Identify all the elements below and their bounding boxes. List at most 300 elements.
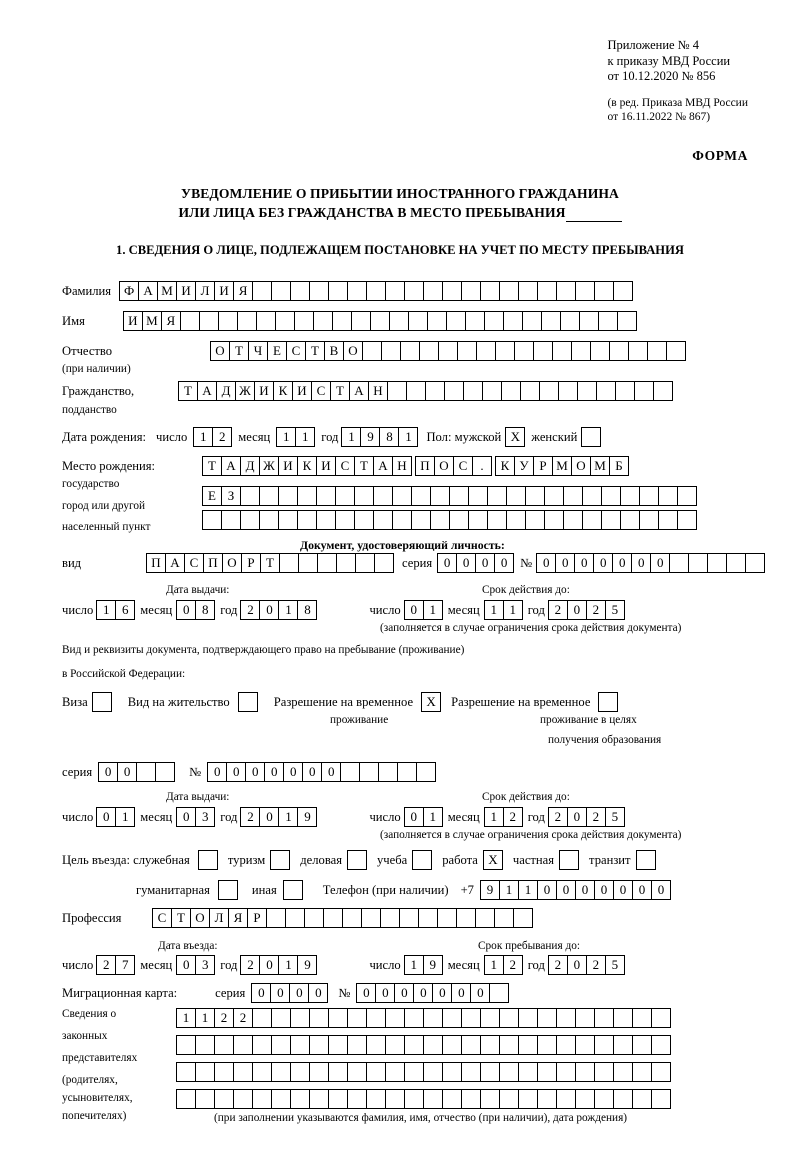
cell[interactable]: 2	[586, 807, 606, 827]
cell[interactable]	[514, 341, 534, 361]
cell[interactable]	[347, 1089, 367, 1109]
cell[interactable]	[575, 1089, 595, 1109]
cell[interactable]	[594, 1089, 614, 1109]
cell[interactable]	[596, 381, 616, 401]
cell[interactable]: 2	[240, 807, 260, 827]
cell[interactable]: 8	[379, 427, 399, 447]
cell[interactable]	[444, 381, 464, 401]
cell[interactable]	[427, 311, 447, 331]
cell[interactable]: И	[176, 281, 196, 301]
cell[interactable]	[506, 510, 526, 530]
cell[interactable]	[373, 486, 393, 506]
cell[interactable]	[361, 908, 381, 928]
cell[interactable]	[499, 1008, 519, 1028]
stay-valid-day-cells[interactable]	[404, 807, 443, 827]
cell[interactable]	[259, 510, 279, 530]
cell[interactable]: Т	[178, 381, 198, 401]
doc-issue-year-cells[interactable]	[240, 600, 317, 620]
cell[interactable]: 0	[264, 762, 284, 782]
cell[interactable]	[304, 908, 324, 928]
cell[interactable]: 0	[432, 983, 452, 1003]
purpose-work-checkbox[interactable]: X	[483, 850, 503, 870]
cell[interactable]	[594, 1062, 614, 1082]
cell[interactable]	[404, 1008, 424, 1028]
cell[interactable]: 1	[503, 600, 523, 620]
cell[interactable]	[328, 1089, 348, 1109]
cell[interactable]	[494, 908, 514, 928]
cell[interactable]	[495, 341, 515, 361]
cell[interactable]: 0	[567, 600, 587, 620]
cell[interactable]	[294, 311, 314, 331]
cell[interactable]: Е	[267, 341, 287, 361]
cell[interactable]	[520, 381, 540, 401]
purpose-private-checkbox[interactable]	[559, 850, 579, 870]
cell[interactable]	[366, 1062, 386, 1082]
cell[interactable]	[195, 1089, 215, 1109]
cell[interactable]: 9	[297, 807, 317, 827]
cell[interactable]	[461, 1035, 481, 1055]
cell[interactable]	[423, 1035, 443, 1055]
cell[interactable]: И	[214, 281, 234, 301]
cell[interactable]: И	[292, 381, 312, 401]
cell[interactable]	[560, 311, 580, 331]
cell[interactable]	[418, 908, 438, 928]
cell[interactable]: Д	[216, 381, 236, 401]
cell[interactable]	[214, 1062, 234, 1082]
cell[interactable]	[537, 281, 557, 301]
cell[interactable]: 0	[207, 762, 227, 782]
cell[interactable]	[385, 1089, 405, 1109]
cell[interactable]: В	[324, 341, 344, 361]
cell[interactable]	[601, 510, 621, 530]
cell[interactable]: 1	[484, 955, 504, 975]
cell[interactable]	[252, 1089, 272, 1109]
cell[interactable]: А	[349, 381, 369, 401]
cell[interactable]	[533, 341, 553, 361]
cell[interactable]	[518, 1035, 538, 1055]
cell[interactable]: 0	[413, 983, 433, 1003]
cell[interactable]	[176, 1035, 196, 1055]
cell[interactable]	[233, 1089, 253, 1109]
cell[interactable]: 1	[276, 427, 296, 447]
cell[interactable]	[392, 486, 412, 506]
cell[interactable]	[374, 553, 394, 573]
cell[interactable]: Р	[241, 553, 261, 573]
cell[interactable]	[423, 1062, 443, 1082]
cell[interactable]: 0	[475, 553, 495, 573]
cell[interactable]: 8	[297, 600, 317, 620]
cell[interactable]	[290, 281, 310, 301]
cell[interactable]: 0	[594, 880, 614, 900]
cell[interactable]	[487, 510, 507, 530]
stay-to-year-cells[interactable]	[548, 955, 625, 975]
cell[interactable]: 0	[98, 762, 118, 782]
cell[interactable]	[256, 311, 276, 331]
cell[interactable]: 0	[404, 600, 424, 620]
stay-valid-year-cells[interactable]	[548, 807, 625, 827]
cell[interactable]: Т	[229, 341, 249, 361]
cell[interactable]: М	[157, 281, 177, 301]
cell[interactable]	[355, 553, 375, 573]
cell[interactable]: 6	[115, 600, 135, 620]
cell[interactable]: Т	[202, 456, 222, 476]
stay-issue-day-cells[interactable]	[96, 807, 135, 827]
birth-place-settlement-type-cells[interactable]	[415, 456, 492, 476]
stay-issue-month-cells[interactable]	[176, 807, 215, 827]
cell[interactable]: 0	[394, 983, 414, 1003]
cell[interactable]: 1	[193, 427, 213, 447]
cell[interactable]	[202, 510, 222, 530]
cell[interactable]: 0	[451, 983, 471, 1003]
cell[interactable]	[613, 281, 633, 301]
cell[interactable]: Л	[195, 281, 215, 301]
cell[interactable]: М	[590, 456, 610, 476]
cell[interactable]	[378, 762, 398, 782]
cell[interactable]	[347, 1008, 367, 1028]
cell[interactable]: 0	[270, 983, 290, 1003]
cell[interactable]	[437, 908, 457, 928]
cell[interactable]	[218, 311, 238, 331]
cell[interactable]	[669, 553, 689, 573]
cell[interactable]: А	[221, 456, 241, 476]
cell[interactable]	[544, 510, 564, 530]
cell[interactable]: М	[552, 456, 572, 476]
cell[interactable]	[499, 281, 519, 301]
cell[interactable]	[271, 1089, 291, 1109]
cell[interactable]	[556, 281, 576, 301]
cell[interactable]: 1	[398, 427, 418, 447]
cell[interactable]: 9	[480, 880, 500, 900]
cell[interactable]	[380, 908, 400, 928]
cell[interactable]	[442, 1008, 462, 1028]
doc-kind-cells[interactable]	[146, 553, 394, 573]
cell[interactable]: 1	[278, 600, 298, 620]
cell[interactable]	[370, 311, 390, 331]
stay-valid-month-cells[interactable]	[484, 807, 523, 827]
cell[interactable]: О	[210, 341, 230, 361]
cell[interactable]	[285, 908, 305, 928]
cell[interactable]: Т	[260, 553, 280, 573]
cell[interactable]	[745, 553, 765, 573]
cell[interactable]: 3	[195, 955, 215, 975]
cell[interactable]: Е	[202, 486, 222, 506]
cell[interactable]: 0	[251, 983, 271, 1003]
cell[interactable]	[381, 341, 401, 361]
cell[interactable]: 0	[537, 880, 557, 900]
cell[interactable]	[609, 341, 629, 361]
cell[interactable]	[601, 486, 621, 506]
cell[interactable]	[525, 486, 545, 506]
cell[interactable]	[613, 1089, 633, 1109]
cell[interactable]	[332, 311, 352, 331]
cell[interactable]: .	[472, 456, 492, 476]
cell[interactable]: С	[184, 553, 204, 573]
cell[interactable]	[615, 381, 635, 401]
cell[interactable]: 0	[375, 983, 395, 1003]
cell[interactable]: У	[514, 456, 534, 476]
cell[interactable]	[180, 311, 200, 331]
cell[interactable]: Д	[240, 456, 260, 476]
birth-place-city-cells[interactable]	[495, 456, 629, 476]
cell[interactable]	[309, 1008, 329, 1028]
cell[interactable]: 2	[548, 600, 568, 620]
cell[interactable]	[347, 1035, 367, 1055]
cell[interactable]	[442, 281, 462, 301]
cell[interactable]	[571, 341, 591, 361]
cell[interactable]	[677, 510, 697, 530]
cell[interactable]: И	[278, 456, 298, 476]
cell[interactable]	[298, 553, 318, 573]
cell[interactable]: 2	[212, 427, 232, 447]
cell[interactable]	[539, 381, 559, 401]
cell[interactable]: А	[373, 456, 393, 476]
cell[interactable]	[237, 311, 257, 331]
doc-series-cells[interactable]	[437, 553, 514, 573]
cell[interactable]	[266, 908, 286, 928]
cell[interactable]: Ф	[119, 281, 139, 301]
cell[interactable]	[214, 1035, 234, 1055]
cell[interactable]	[423, 1089, 443, 1109]
cell[interactable]	[499, 1062, 519, 1082]
cell[interactable]	[513, 908, 533, 928]
cell[interactable]: 0	[651, 880, 671, 900]
cell[interactable]: П	[146, 553, 166, 573]
cell[interactable]: 7	[115, 955, 135, 975]
cell[interactable]	[290, 1089, 310, 1109]
cell[interactable]: 0	[613, 880, 633, 900]
cell[interactable]	[634, 381, 654, 401]
cell[interactable]	[598, 311, 618, 331]
temp-residence-checkbox[interactable]: X	[421, 692, 441, 712]
cell[interactable]	[518, 281, 538, 301]
cell[interactable]	[328, 1008, 348, 1028]
cell[interactable]: 2	[214, 1008, 234, 1028]
cell[interactable]	[252, 1035, 272, 1055]
cell[interactable]: И	[123, 311, 143, 331]
cell[interactable]	[480, 1008, 500, 1028]
cell[interactable]	[442, 1089, 462, 1109]
cell[interactable]: 0	[593, 553, 613, 573]
cell[interactable]	[366, 1035, 386, 1055]
sex-male-checkbox[interactable]: X	[505, 427, 525, 447]
cell[interactable]: 1	[404, 955, 424, 975]
cell[interactable]	[408, 311, 428, 331]
cell[interactable]: С	[311, 381, 331, 401]
purpose-study-checkbox[interactable]	[412, 850, 432, 870]
cell[interactable]	[313, 311, 333, 331]
cell[interactable]: Б	[609, 456, 629, 476]
cell[interactable]	[195, 1062, 215, 1082]
cell[interactable]: Ж	[235, 381, 255, 401]
cell[interactable]: 1	[484, 807, 504, 827]
stay-number-cells[interactable]	[207, 762, 436, 782]
cell[interactable]	[480, 1062, 500, 1082]
cell[interactable]: 1	[423, 807, 443, 827]
cell[interactable]: 2	[586, 955, 606, 975]
cell[interactable]: 0	[176, 807, 196, 827]
cell[interactable]	[461, 281, 481, 301]
cell[interactable]	[425, 381, 445, 401]
cell[interactable]	[594, 281, 614, 301]
cell[interactable]	[199, 311, 219, 331]
cell[interactable]: З	[221, 486, 241, 506]
cell[interactable]	[278, 486, 298, 506]
cell[interactable]: 2	[503, 807, 523, 827]
cell[interactable]	[537, 1008, 557, 1028]
cell[interactable]: 1	[295, 427, 315, 447]
cell[interactable]	[518, 1062, 538, 1082]
visa-checkbox[interactable]	[92, 692, 112, 712]
cell[interactable]	[582, 486, 602, 506]
legal-rep-cells-1[interactable]	[176, 1008, 671, 1028]
cell[interactable]: 5	[605, 600, 625, 620]
cell[interactable]: 0	[631, 553, 651, 573]
cell[interactable]: 0	[176, 955, 196, 975]
cell[interactable]: О	[434, 456, 454, 476]
cell[interactable]	[400, 341, 420, 361]
purpose-humanitarian-checkbox[interactable]	[218, 880, 238, 900]
birth-place-row2-cells[interactable]	[202, 486, 697, 506]
cell[interactable]	[419, 341, 439, 361]
surname-cells[interactable]	[119, 281, 633, 301]
cell[interactable]: 5	[605, 807, 625, 827]
legal-rep-cells-2[interactable]	[176, 1035, 671, 1055]
cell[interactable]: Ж	[259, 456, 279, 476]
cell[interactable]	[416, 762, 436, 782]
cell[interactable]	[639, 510, 659, 530]
legal-rep-cells-3[interactable]	[176, 1062, 671, 1082]
cell[interactable]: О	[343, 341, 363, 361]
cell[interactable]	[442, 1035, 462, 1055]
cell[interactable]: 2	[548, 955, 568, 975]
cell[interactable]	[136, 762, 156, 782]
citizenship-cells[interactable]	[178, 381, 673, 401]
cell[interactable]: Я	[161, 311, 181, 331]
cell[interactable]: Н	[368, 381, 388, 401]
cell[interactable]	[456, 908, 476, 928]
legal-rep-cells-4[interactable]	[176, 1089, 671, 1109]
cell[interactable]	[537, 1089, 557, 1109]
cell[interactable]: 1	[499, 880, 519, 900]
cell[interactable]: 1	[195, 1008, 215, 1028]
birth-place-row3-cells[interactable]	[202, 510, 697, 530]
patronymic-cells[interactable]	[210, 341, 686, 361]
migration-number-cells[interactable]	[356, 983, 509, 1003]
cell[interactable]: Р	[533, 456, 553, 476]
cell[interactable]	[155, 762, 175, 782]
cell[interactable]	[499, 1089, 519, 1109]
cell[interactable]: 0	[404, 807, 424, 827]
cell[interactable]	[446, 311, 466, 331]
cell[interactable]: 0	[556, 880, 576, 900]
cell[interactable]	[556, 1089, 576, 1109]
cell[interactable]	[297, 486, 317, 506]
cell[interactable]: Т	[305, 341, 325, 361]
cell[interactable]	[465, 311, 485, 331]
cell[interactable]: 9	[297, 955, 317, 975]
cell[interactable]	[632, 1062, 652, 1082]
cell[interactable]	[617, 311, 637, 331]
cell[interactable]	[195, 1035, 215, 1055]
cell[interactable]	[340, 762, 360, 782]
cell[interactable]	[463, 381, 483, 401]
cell[interactable]	[518, 1089, 538, 1109]
cell[interactable]	[252, 1062, 272, 1082]
cell[interactable]: Н	[392, 456, 412, 476]
cell[interactable]	[506, 486, 526, 506]
cell[interactable]	[480, 1089, 500, 1109]
cell[interactable]	[651, 1035, 671, 1055]
cell[interactable]: О	[222, 553, 242, 573]
cell[interactable]	[411, 510, 431, 530]
cell[interactable]: Т	[171, 908, 191, 928]
cell[interactable]: С	[152, 908, 172, 928]
cell[interactable]: 0	[96, 807, 116, 827]
cell[interactable]	[639, 486, 659, 506]
cell[interactable]: 0	[567, 807, 587, 827]
cell[interactable]	[233, 1062, 253, 1082]
cell[interactable]: 2	[586, 600, 606, 620]
cell[interactable]	[457, 341, 477, 361]
cell[interactable]: 2	[233, 1008, 253, 1028]
profession-cells[interactable]	[152, 908, 533, 928]
cell[interactable]	[518, 1008, 538, 1028]
residence-permit-checkbox[interactable]	[238, 692, 258, 712]
cell[interactable]	[347, 1062, 367, 1082]
cell[interactable]	[449, 510, 469, 530]
cell[interactable]	[552, 341, 572, 361]
cell[interactable]: 8	[195, 600, 215, 620]
cell[interactable]	[575, 281, 595, 301]
cell[interactable]	[620, 486, 640, 506]
cell[interactable]	[430, 486, 450, 506]
cell[interactable]: 0	[302, 762, 322, 782]
cell[interactable]	[385, 1062, 405, 1082]
cell[interactable]	[271, 281, 291, 301]
cell[interactable]: 0	[176, 600, 196, 620]
cell[interactable]	[354, 486, 374, 506]
cell[interactable]	[651, 1008, 671, 1028]
cell[interactable]	[468, 510, 488, 530]
cell[interactable]	[373, 510, 393, 530]
cell[interactable]	[316, 510, 336, 530]
cell[interactable]	[423, 281, 443, 301]
cell[interactable]: Р	[247, 908, 267, 928]
cell[interactable]: 0	[245, 762, 265, 782]
cell[interactable]	[525, 510, 545, 530]
cell[interactable]: 0	[117, 762, 137, 782]
cell[interactable]	[658, 510, 678, 530]
cell[interactable]: 0	[356, 983, 376, 1003]
cell[interactable]: И	[316, 456, 336, 476]
cell[interactable]	[449, 486, 469, 506]
purpose-business-checkbox[interactable]	[347, 850, 367, 870]
cell[interactable]	[290, 1035, 310, 1055]
cell[interactable]: 0	[259, 955, 279, 975]
cell[interactable]	[359, 762, 379, 782]
cell[interactable]	[404, 1062, 424, 1082]
cell[interactable]: К	[273, 381, 293, 401]
cell[interactable]	[297, 510, 317, 530]
cell[interactable]: 9	[360, 427, 380, 447]
cell[interactable]	[632, 1089, 652, 1109]
cell[interactable]	[397, 762, 417, 782]
cell[interactable]	[620, 510, 640, 530]
cell[interactable]	[323, 908, 343, 928]
cell[interactable]	[489, 983, 509, 1003]
cell[interactable]: 0	[259, 807, 279, 827]
cell[interactable]: П	[203, 553, 223, 573]
